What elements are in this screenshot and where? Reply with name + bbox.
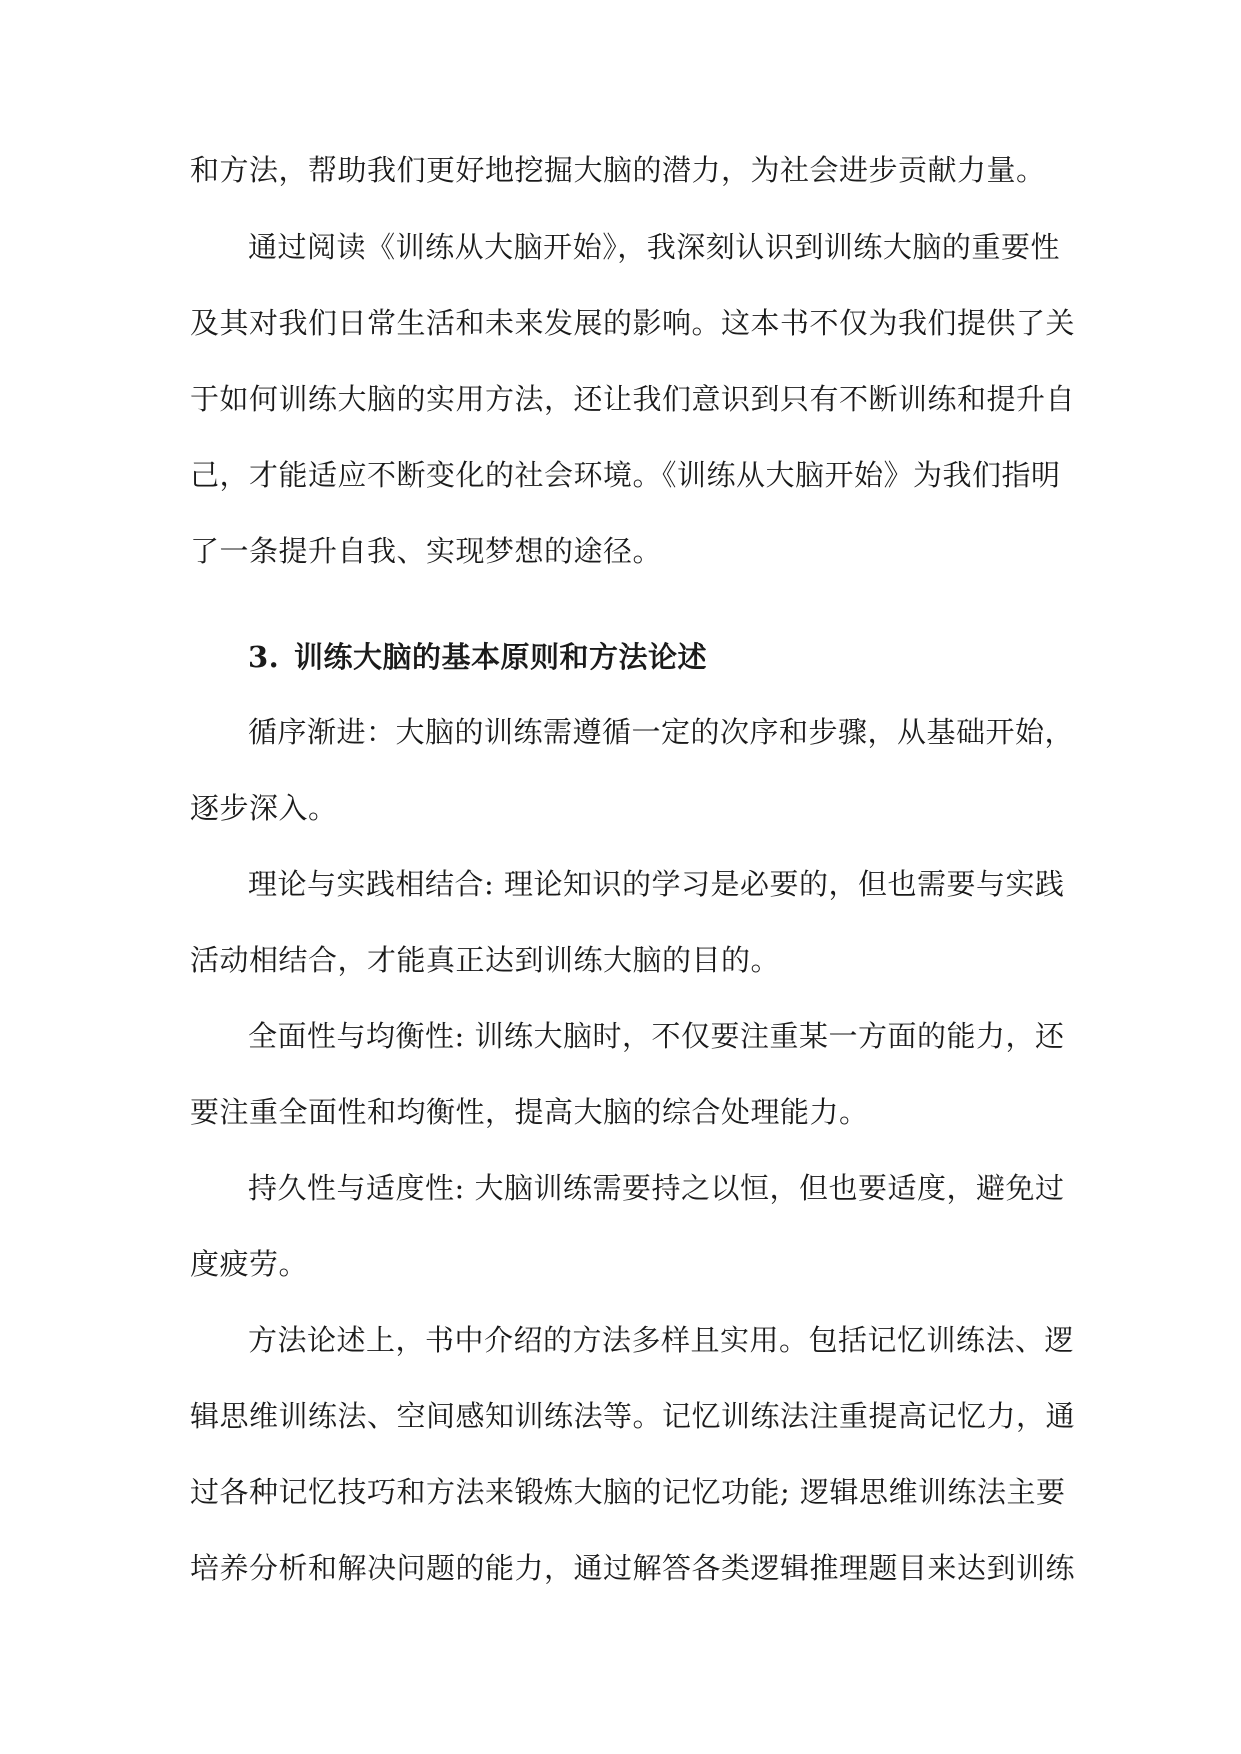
paragraph-line: 全面性与均衡性: 训练大脑时，不仅要注重某一方面的能力，还 xyxy=(248,1019,1065,1053)
paragraph-line: 循序渐进：大脑的训练需遵循一定的次序和步骤，从基础开始， xyxy=(248,715,1075,749)
paragraph-line: 于如何训练大脑的实用方法，还让我们意识到只有不断训练和提升自 xyxy=(190,382,1076,416)
paragraph-line: 通过阅读《训练从大脑开始》，我深刻认识到训练大脑的重要性 xyxy=(248,230,1060,264)
paragraph-line: 及其对我们日常生活和未来发展的影响。这本书不仅为我们提供了关 xyxy=(190,306,1076,340)
paragraph-line: 过各种记忆技巧和方法来锻炼大脑的记忆功能; 逻辑思维训练法主要 xyxy=(190,1475,1066,1509)
paragraph-line: 辑思维训练法、空间感知训练法等。记忆训练法注重提高记忆力，通 xyxy=(190,1399,1076,1433)
paragraph-line: 培养分析和解决问题的能力，通过解答各类逻辑推理题目来达到训练 xyxy=(190,1551,1076,1585)
paragraph-line: 活动相结合，才能真正达到训练大脑的目的。 xyxy=(190,943,781,977)
section-heading xyxy=(248,637,707,677)
paragraph-line: 逐步深入。 xyxy=(190,791,338,825)
paragraph-line: 持久性与适度性: 大脑训练需要持之以恒，但也要适度，避免过 xyxy=(248,1171,1065,1205)
paragraph-line: 了一条提升自我、实现梦想的途径。 xyxy=(190,534,663,568)
section-title: 训练大脑的基本原则和方法论述 xyxy=(294,640,708,674)
paragraph-line: 方法论述上，书中介绍的方法多样且实用。包括记忆训练法、逻 xyxy=(248,1323,1075,1357)
section-number: 3. xyxy=(248,640,280,674)
paragraph-line: 和方法，帮助我们更好地挖掘大脑的潜力，为社会进步贡献力量。 xyxy=(190,153,1046,187)
paragraph-line: 要注重全面性和均衡性，提高大脑的综合处理能力。 xyxy=(190,1095,869,1129)
paragraph-line: 度疲劳。 xyxy=(190,1247,309,1281)
paragraph-line: 己，才能适应不断变化的社会环境。《训练从大脑开始》为我们指明 xyxy=(190,458,1061,492)
paragraph-line: 理论与实践相结合: 理论知识的学习是必要的，但也需要与实践 xyxy=(248,867,1065,901)
